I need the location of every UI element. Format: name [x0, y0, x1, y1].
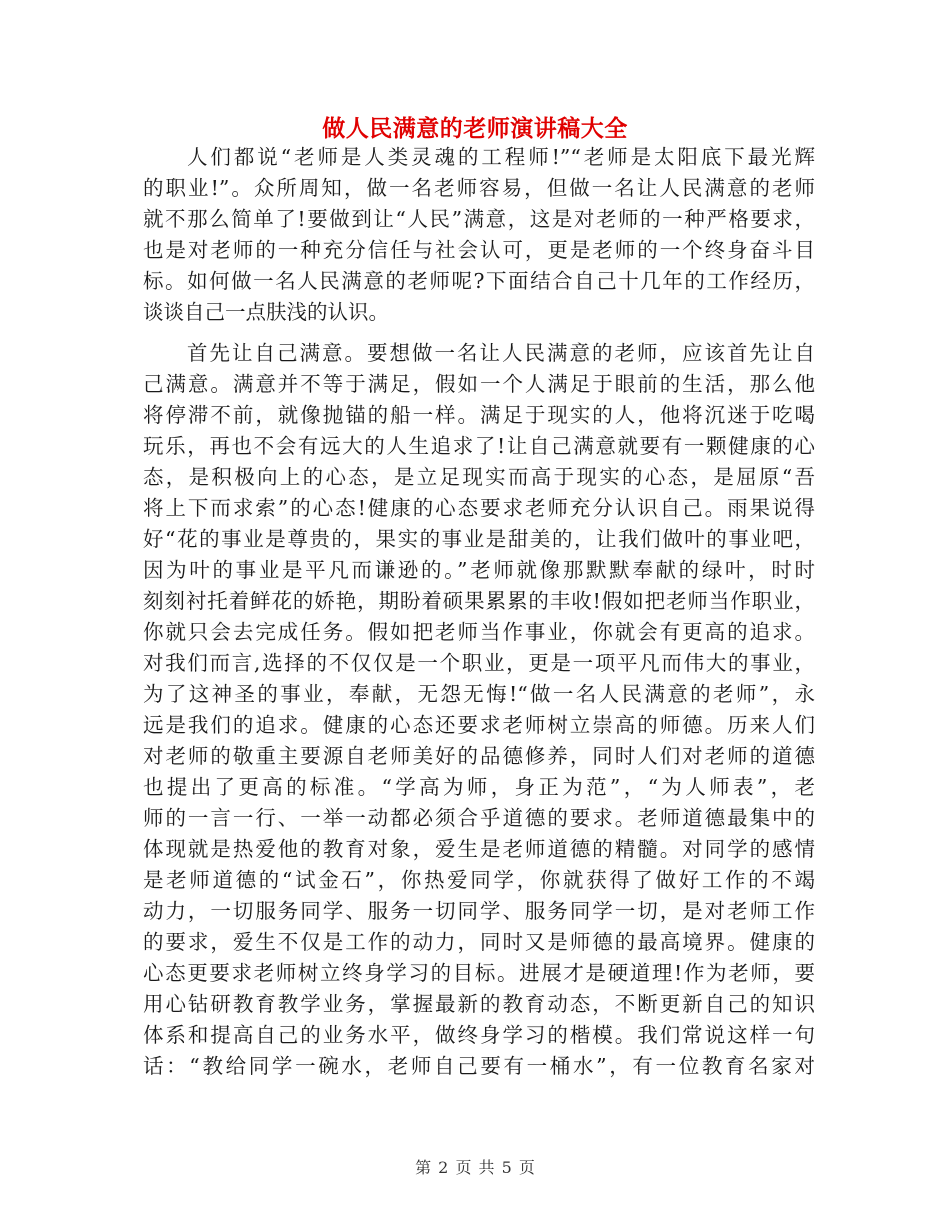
- text-line: 也是对老师的一种充分信任与社会认可，更是老师的一个终身奋斗目: [143, 238, 815, 262]
- page-number-footer: 第 2 页 共 5 页: [415, 1158, 535, 1177]
- paragraph-2: [143, 338, 815, 1082]
- text-line: 首先让自己满意。要想做一名让人民满意的老师，应该首先让自: [187, 341, 815, 365]
- text-line: 用心钻研教育教学业务，掌握最新的教育动态，不断更新自己的知识: [143, 992, 815, 1016]
- text-line: 谈谈自己一点肤浅的认识。: [143, 300, 389, 324]
- text-line: 好“花的事业是尊贵的，果实的事业是甜美的，让我们做叶的事业吧，: [143, 527, 815, 551]
- text-line: 就不那么简单了!要做到让“人民”满意，这是对老师的一种严格要求，: [143, 207, 815, 231]
- text-line: 话：“教给同学一碗水，老师自己要有一桶水”，有一位教育名家对: [143, 1054, 815, 1078]
- text-line: 是老师道德的“试金石”，你热爱同学，你就获得了做好工作的不竭: [143, 868, 815, 892]
- text-line: 将上下而求索”的心态!健康的心态要求老师充分认识自己。雨果说得: [143, 496, 815, 520]
- text-line: 体现就是热爱他的教育对象，爱生是老师道德的精髓。对同学的感情: [143, 837, 815, 861]
- document-title: 做人民满意的老师演讲稿大全: [322, 115, 628, 142]
- text-line: 师的一言一行、一举一动都必须合乎道德的要求。老师道德最集中的: [143, 806, 815, 830]
- text-line: 动力，一切服务同学、服务一切同学、服务同学一切，是对老师工作: [143, 899, 815, 923]
- text-line: 你就只会去完成任务。假如把老师当作事业，你就会有更高的追求。: [143, 620, 815, 644]
- text-line: 远是我们的追求。健康的心态还要求老师树立崇高的师德。历来人们: [143, 713, 815, 737]
- text-line: 也提出了更高的标准。“学高为师，身正为范”，“为人师表”，老: [143, 775, 815, 799]
- text-line: 己满意。满意并不等于满足，假如一个人满足于眼前的生活，那么他: [143, 372, 815, 396]
- text-line: 人们都说“老师是人类灵魂的工程师!”“老师是太阳底下最光辉: [187, 145, 815, 169]
- text-line: 刻刻衬托着鲜花的娇艳，期盼着硕果累累的丰收!假如把老师当作职业，: [143, 589, 815, 613]
- text-line: 心态更要求老师树立终身学习的目标。进展才是硬道理!作为老师，要: [143, 961, 815, 985]
- document-body: [143, 142, 815, 1082]
- text-line: 因为叶的事业是平凡而谦逊的。”老师就像那默默奉献的绿叶，时时: [143, 558, 815, 582]
- text-line: 标。如何做一名人民满意的老师呢?下面结合自己十几年的工作经历，: [143, 269, 815, 293]
- text-line: 体系和提高自己的业务水平，做终身学习的楷模。我们常说这样一句: [143, 1023, 815, 1047]
- text-line: 对我们而言,选择的不仅仅是一个职业，更是一项平凡而伟大的事业，: [143, 651, 815, 675]
- paragraph-gap: [143, 328, 815, 338]
- paragraph-1: [143, 142, 815, 328]
- text-line: 态，是积极向上的心态，是立足现实而高于现实的心态，是屈原“吾: [143, 465, 815, 489]
- text-line: 将停滞不前，就像抛锚的船一样。满足于现实的人，他将沉迷于吃喝: [143, 403, 815, 427]
- text-line: 的要求，爱生不仅是工作的动力，同时又是师德的最高境界。健康的: [143, 930, 815, 954]
- text-line: 对老师的敬重主要源自老师美好的品德修养，同时人们对老师的道德: [143, 744, 815, 768]
- text-line: 为了这神圣的事业，奉献，无怨无悔!“做一名人民满意的老师”，永: [143, 682, 815, 706]
- text-line: 玩乐，再也不会有远大的人生追求了!让自己满意就要有一颗健康的心: [143, 434, 815, 458]
- text-line: 的职业!”。众所周知，做一名老师容易，但做一名让人民满意的老师: [143, 176, 815, 200]
